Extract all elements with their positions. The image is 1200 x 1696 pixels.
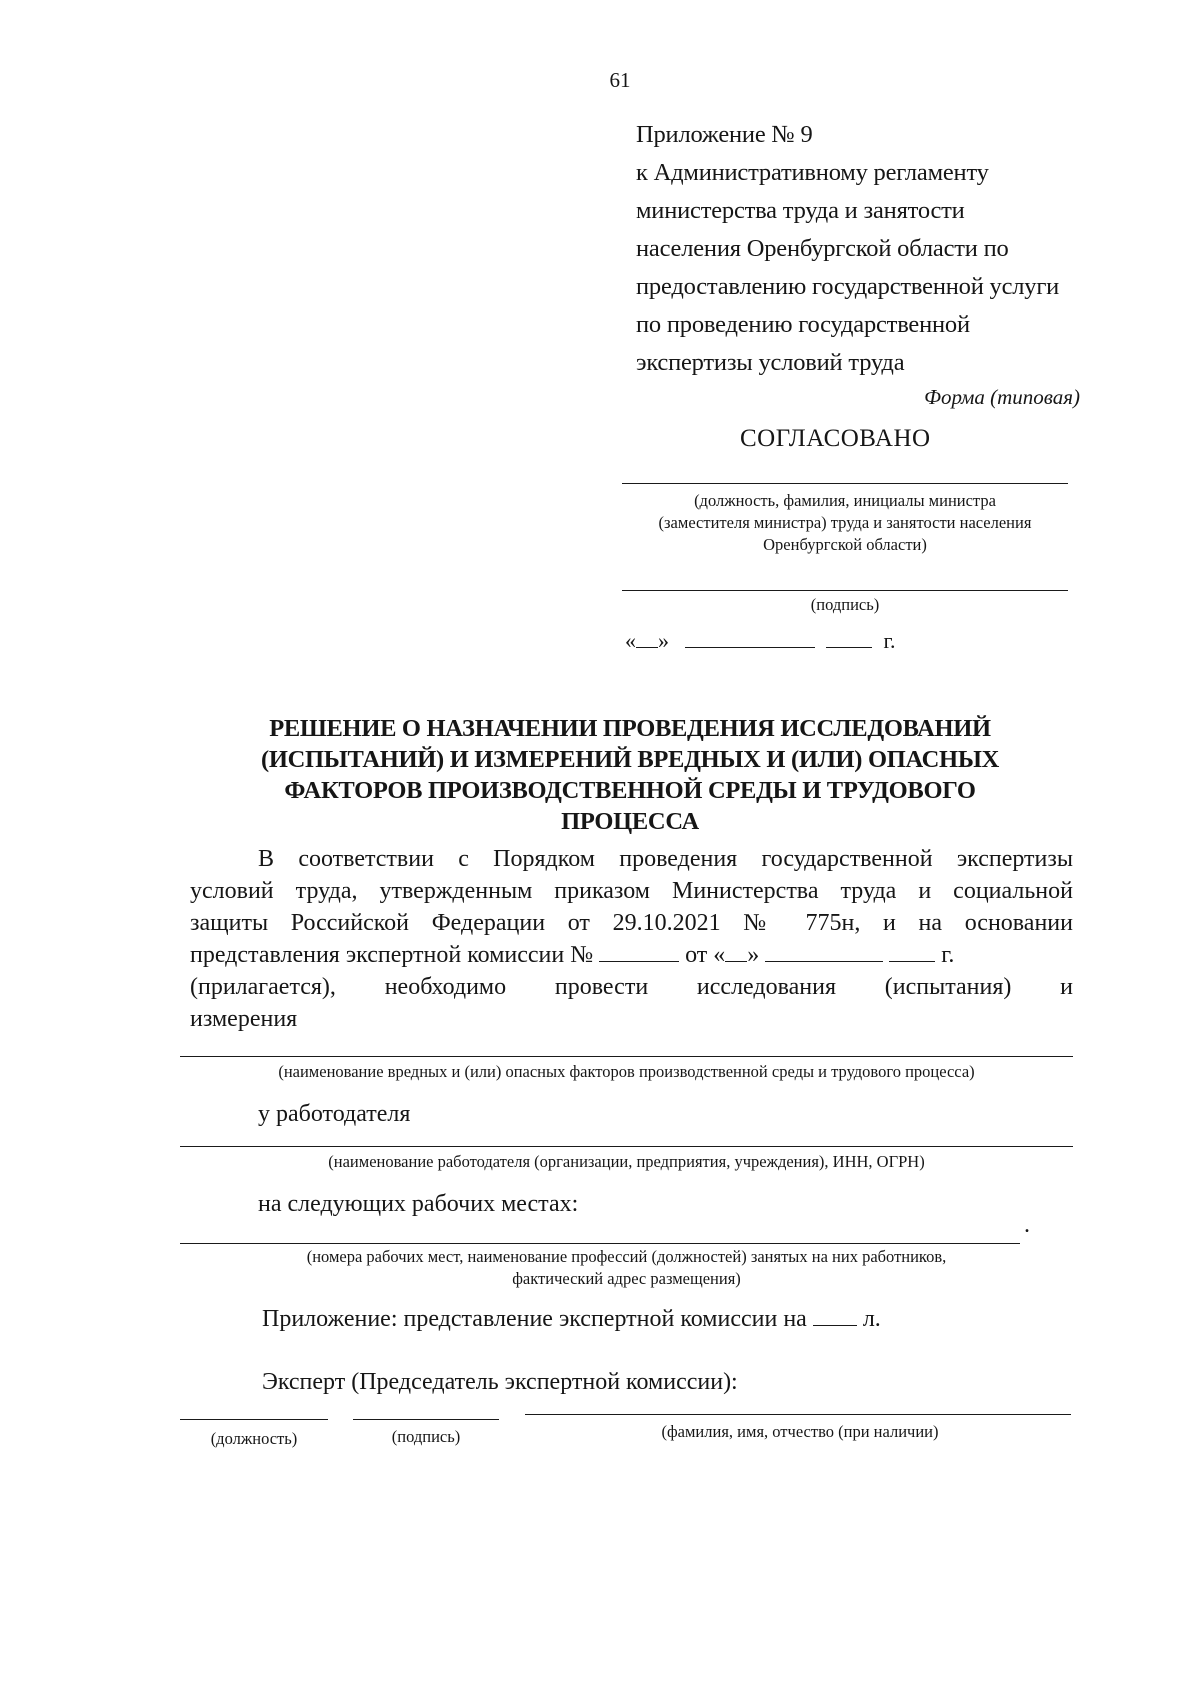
commission-number-fill[interactable]	[599, 941, 679, 962]
factors-caption: (наименование вредных и (или) опасных факторов производственной среды и трудового процесса)	[278, 1062, 975, 1081]
appendix-line: к Административному регламенту	[636, 159, 989, 186]
appendix-line: по проведению государственной	[636, 311, 970, 338]
body-paragraph	[190, 843, 1073, 1035]
body-line: измерения	[190, 1006, 298, 1032]
expert-name-caption: (фамилия, имя, отчество (при наличии)	[661, 1422, 939, 1441]
appendix-line: министерства труда и занятости	[636, 197, 965, 224]
workplaces-fill-line[interactable]	[180, 1243, 1020, 1244]
employer-fill-line[interactable]	[180, 1146, 1073, 1147]
factors-fill-line[interactable]	[180, 1056, 1073, 1057]
month-fill-line[interactable]	[685, 627, 815, 648]
employer-caption: (наименование работодателя (организации, предприятия, учреждения), ИНН, ОГРН)	[328, 1152, 925, 1171]
employer-label: у работодателя	[258, 1101, 411, 1127]
body-line: защиты Российской Федерации от 29.10.2021 № 775н, и на основании	[190, 910, 1073, 936]
commission-day-fill[interactable]	[725, 941, 747, 962]
attachment-line: Приложение: представление экспертной комиссии на л.	[262, 1306, 881, 1332]
body-line: В соответствии с Порядком проведения государственной экспертизы	[258, 846, 1073, 872]
appendix-line: Приложение № 9	[636, 121, 813, 148]
commission-year-fill[interactable]	[889, 941, 935, 962]
workplaces-period: .	[1024, 1212, 1030, 1238]
body-line: условий труда, утвержденным приказом Министерства труда и социальной	[190, 878, 1073, 904]
expert-label: Эксперт (Председатель экспертной комиссии):	[262, 1369, 738, 1395]
appendix-line: населения Оренбургской области по	[636, 235, 1009, 262]
signature-caption: (подпись)	[810, 595, 880, 614]
year-fill-line[interactable]	[826, 627, 872, 648]
form-type-label: Форма (типовая)	[924, 385, 1080, 409]
expert-position-caption: (должность)	[210, 1429, 298, 1448]
commission-month-fill[interactable]	[765, 941, 883, 962]
attachment-pages-fill[interactable]	[813, 1305, 857, 1326]
appendix-line: экспертизы условий труда	[636, 349, 905, 376]
expert-position-fill-line[interactable]	[180, 1419, 328, 1420]
approval-date: « » г.	[625, 628, 896, 653]
approval-heading: СОГЛАСОВАНО	[740, 425, 931, 452]
expert-signature-fill-line[interactable]	[353, 1419, 499, 1420]
expert-name-fill-line[interactable]	[525, 1414, 1071, 1415]
appendix-line: предоставлению государственной услуги	[636, 273, 1060, 300]
body-line: (прилагается), необходимо провести исследования (испытания) и	[190, 974, 1073, 1000]
day-fill-line[interactable]	[636, 627, 658, 648]
position-fill-line[interactable]	[622, 483, 1068, 484]
position-caption: (должность, фамилия, инициалы министра (заместителя министра) труда и занятости населения Оренбургской области)	[658, 491, 1032, 554]
document-title: РЕШЕНИЕ О НАЗНАЧЕНИИ ПРОВЕДЕНИЯ ИССЛЕДОВАНИЙ (ИСПЫТАНИЙ) И ИЗМЕРЕНИЙ ВРЕДНЫХ И (ИЛИ) ОПАСНЫХ ФАКТОРОВ ПРОИЗВОДСТВЕННОЙ СРЕДЫ И ТРУДОВОГО ПРОЦЕССА	[261, 715, 999, 835]
expert-signature-caption: (подпись)	[391, 1427, 461, 1446]
workplaces-label: на следующих рабочих местах:	[258, 1191, 579, 1217]
page-number: 61	[609, 68, 631, 92]
workplaces-caption: (номера рабочих мест, наименование профессий (должностей) занятых на них работников, фактический адрес размещения)	[306, 1247, 947, 1288]
signature-fill-line[interactable]	[622, 590, 1068, 591]
appendix-header	[636, 116, 1059, 382]
body-line-commission: представления экспертной комиссии № от « » г.	[190, 942, 955, 968]
